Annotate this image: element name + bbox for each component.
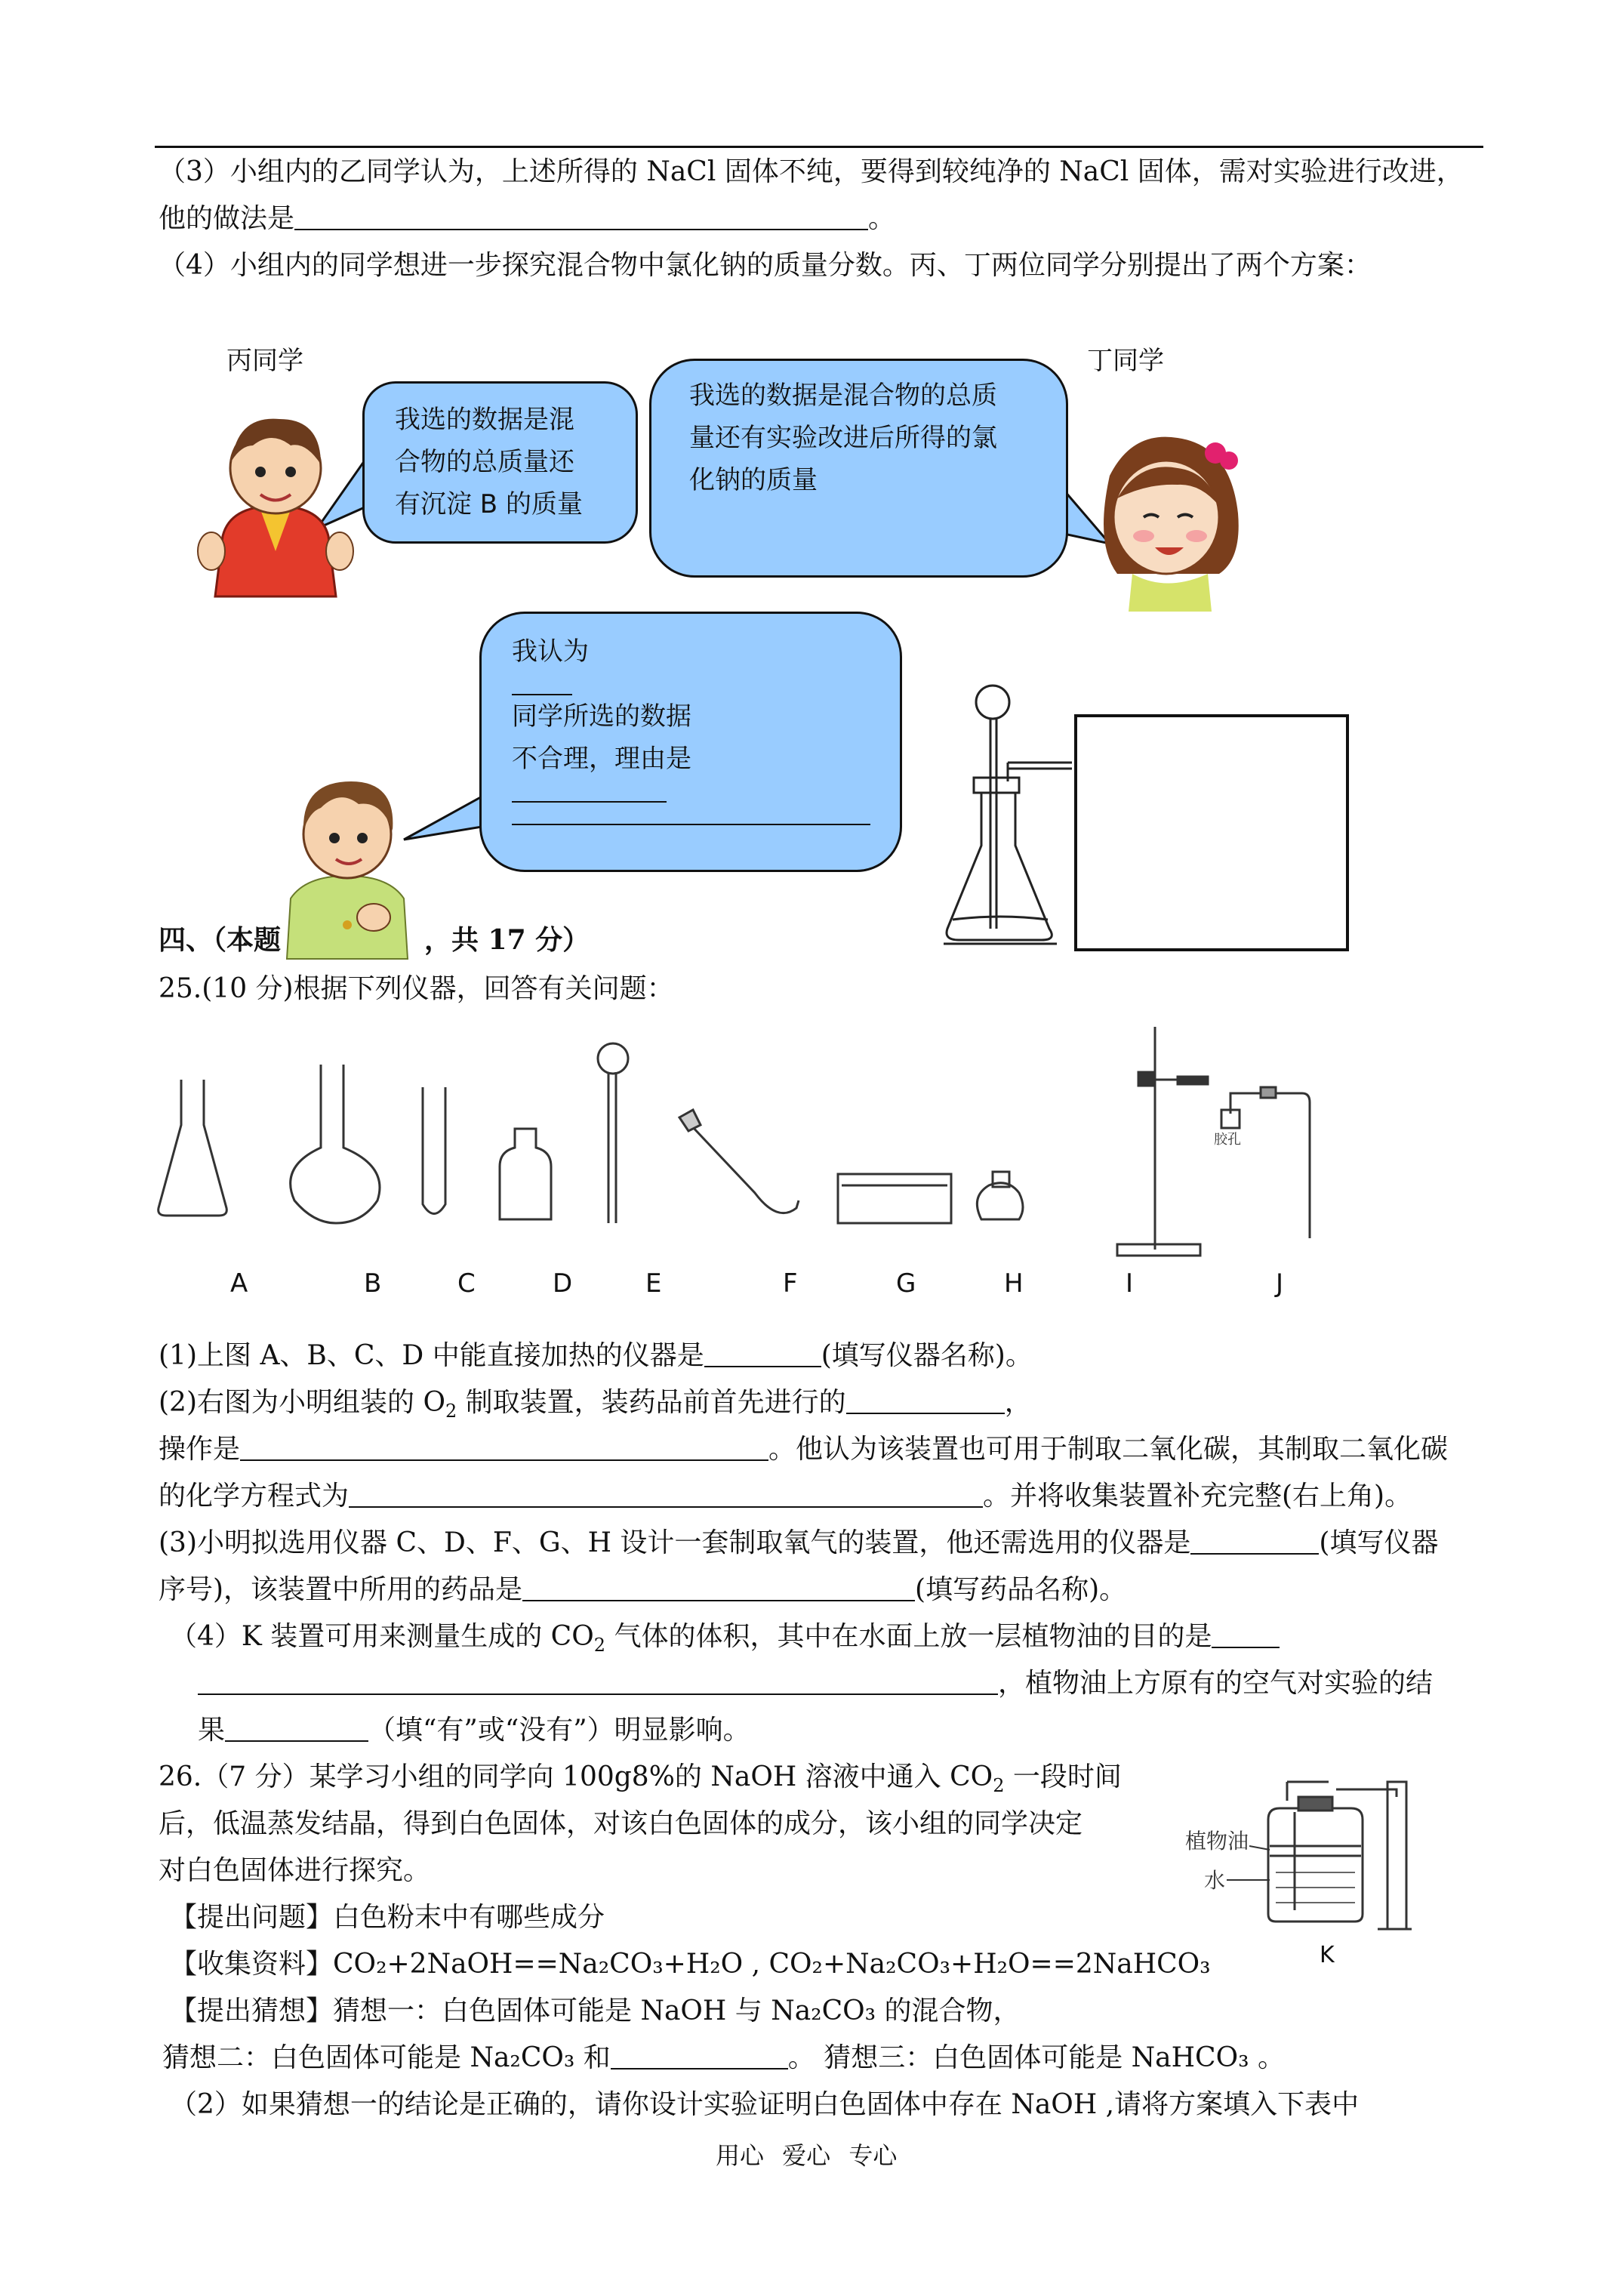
answer-blank[interactable]: [611, 2045, 788, 2069]
k-apparatus: [1185, 1767, 1412, 1940]
o2-generation-apparatus: [944, 680, 1366, 982]
letter-b: B: [364, 1268, 382, 1299]
text: 一段时间: [1004, 1761, 1122, 1792]
q25-p4: [170, 1622, 1280, 1660]
bubble-line: 我选的数据是混合物的总质: [689, 381, 997, 411]
bubble-line: [512, 630, 900, 738]
k-label: K: [1320, 1942, 1335, 1968]
q3-line1: （3）小组内的乙同学认为，上述所得的 NaCl 固体不纯，要得到较纯净的 NaCl 固体，需对实验进行改进，: [159, 156, 1464, 187]
text: 猜想二：白色固体可能是 Na₂CO₃ 和: [162, 2042, 611, 2073]
text: 。 猜想三：白色固体可能是 NaHCO₃ 。: [787, 2042, 1285, 2073]
conical-flask-a: [159, 1080, 227, 1216]
trough-g: [838, 1174, 951, 1223]
bubble-text: 不合理，理由是: [512, 744, 691, 774]
answer-blank[interactable]: [225, 1718, 368, 1742]
answer-blank[interactable]: [349, 1484, 983, 1508]
text: 果: [198, 1715, 226, 1746]
center-speech-bubble: [479, 612, 902, 872]
text: 气体的体积，其中在水面上放一层植物油的目的是: [605, 1621, 1212, 1652]
q26-line1: [159, 1762, 1122, 1801]
subscript: 2: [593, 1635, 606, 1656]
q26-guess2: [162, 2043, 1285, 2073]
answer-blank[interactable]: [1190, 1530, 1319, 1555]
bing-speech-bubble: [362, 381, 638, 544]
text: ，植物油上方原有的空气对实验的结: [998, 1668, 1434, 1699]
bing-label: 丙同学: [226, 346, 303, 376]
letter-f: F: [783, 1268, 798, 1299]
section-4-heading: [159, 925, 590, 955]
k-measuring-cylinder: [1387, 1782, 1406, 1929]
k-bottle: [1268, 1808, 1363, 1922]
q26-material: [170, 1949, 1211, 1980]
test-tube-c: [423, 1087, 445, 1214]
letter-a: A: [230, 1268, 248, 1299]
girl-ding-illustration: [1087, 430, 1253, 612]
equation: CO₂+2NaOH==Na₂CO₃+H₂O , CO₂+Na₂CO₃+H₂O==2NaHCO₃: [333, 1949, 1211, 1980]
answer-blank[interactable]: [240, 1437, 768, 1461]
answer-blank[interactable]: [846, 1390, 1005, 1414]
q26-guess1: 【提出猜想】猜想一：白色固体可能是 NaOH 与 Na₂CO₃ 的混合物，: [170, 1996, 1021, 2026]
text: 制取装置，装药品前首先进行的: [457, 1387, 846, 1418]
subscript: 2: [993, 1775, 1005, 1796]
text: (填写仪器: [1319, 1527, 1439, 1558]
text: 26.（7 分）某学习小组的同学向 100g8%的 NaOH 溶液中通入 CO: [159, 1761, 993, 1792]
answer-blank[interactable]: [512, 780, 667, 803]
q25-p2-line2: [159, 1435, 1448, 1465]
text: ，: [1004, 1387, 1032, 1418]
water-label: 水: [1204, 1868, 1226, 1893]
answer-blank[interactable]: [198, 1671, 998, 1695]
instruments-row: [151, 1004, 1359, 1268]
delivery-tube-f: [691, 1125, 799, 1213]
heading-part: 四、（本题: [159, 924, 282, 956]
text: 。他认为该装置也可用于制取二氧化碳，其制取二氧化碳: [768, 1434, 1449, 1465]
thistle-stem-e: [608, 1072, 616, 1223]
q25-p2-line3: [159, 1481, 1412, 1512]
q25-p4-line3: [198, 1715, 750, 1746]
oil-label: 植物油: [1185, 1829, 1249, 1854]
letter-c: C: [457, 1268, 476, 1299]
text: 的化学方程式为: [159, 1481, 350, 1512]
q26-question: 【提出问题】白色粉末中有哪些成分: [170, 1902, 605, 1933]
letter-e: E: [645, 1268, 662, 1299]
heading-part: ，共 17 分）: [424, 924, 590, 956]
text: 操作是: [159, 1434, 241, 1465]
bubble-line: 我选的数据是混: [395, 405, 574, 435]
q4-line1: （4）小组内的同学想进一步探究混合物中氯化钠的质量分数。丙、丁两位同学分别提出了两个方案：: [159, 250, 1372, 281]
text: (2)右图为小明组装的 O: [159, 1387, 445, 1418]
q25-p3: [159, 1528, 1438, 1558]
page-footer: 用心 爱心 专心: [716, 2141, 898, 2170]
text: (3)小明拟选用仪器 C、D、F、G、H 设计一套制取氧气的装置，他还需选用的仪器是: [159, 1527, 1191, 1558]
letter-j: J: [1276, 1268, 1284, 1299]
answer-blank[interactable]: [512, 803, 870, 825]
q26-part2: （2）如果猜想一的结论是正确的，请你设计实验证明白色固体中存在 NaOH ,请将方案填入下表中: [170, 2089, 1360, 2120]
text: (1)上图 A、B、C、D 中能直接加热的仪器是: [159, 1340, 704, 1371]
round-flask-b: [291, 1065, 380, 1223]
q25-p2: [159, 1388, 1032, 1426]
collection-box[interactable]: [1076, 716, 1347, 950]
letter-d: D: [553, 1268, 573, 1299]
q3-line2-suffix: 。: [868, 203, 896, 234]
subscript: 2: [445, 1401, 457, 1422]
q25-title: 25.(10 分)根据下列仪器，回答有关问题：: [159, 973, 674, 1004]
boy-bing-illustration: [200, 400, 351, 596]
q25-p3-line2: [159, 1575, 1126, 1605]
text: 【收集资料】: [170, 1949, 334, 1980]
bubble-line: 有沉淀 B 的质量: [395, 489, 583, 519]
ding-speech-bubble: [649, 359, 1068, 578]
answer-blank[interactable]: [522, 1577, 915, 1601]
q25-p4-line2: [198, 1669, 1433, 1699]
ding-label: 丁同学: [1087, 346, 1164, 376]
bent-tube-j: [1230, 1093, 1310, 1238]
bubble-text: 我认为: [512, 636, 589, 667]
alcohol-lamp-h: [977, 1183, 1023, 1219]
text: （4）K 装置可用来测量生成的 CO: [170, 1621, 594, 1652]
text: (填写药品名称)。: [915, 1574, 1127, 1605]
letter-i: I: [1126, 1268, 1134, 1299]
answer-blank[interactable]: [512, 673, 572, 695]
text: (填写仪器名称)。: [821, 1340, 1033, 1371]
letter-g: G: [896, 1268, 916, 1299]
bubble-line: [512, 803, 900, 825]
q25-p1: [159, 1341, 1033, 1371]
bubble-line: 合物的总质量还: [395, 447, 574, 477]
bubble-line: 量还有实验改进后所得的氯: [689, 423, 997, 453]
q3-line2-prefix: 他的做法是: [159, 203, 295, 234]
letter-h: H: [1004, 1268, 1024, 1299]
reagent-bottle-d: [500, 1129, 551, 1219]
thistle-bulb-e: [598, 1043, 628, 1074]
bubble-line: 化钠的质量: [689, 465, 818, 495]
bubble-text: 同学所选的数据: [512, 701, 691, 732]
q26-line2: 后，低温蒸发结晶，得到白色固体，对该白色固体的成分，该小组的同学决定: [159, 1808, 1083, 1839]
text: 序号)，该装置中所用的药品是: [159, 1574, 523, 1605]
q26-line3: 对白色固体进行探究。: [159, 1855, 431, 1886]
text: （填“有”或“没有”）明显影响。: [368, 1715, 750, 1746]
text: 。并将收集装置补充完整(右上角)。: [983, 1481, 1412, 1512]
answer-blank[interactable]: [704, 1343, 821, 1367]
answer-blank[interactable]: [1212, 1624, 1280, 1648]
j-small-label: 胶孔: [1214, 1132, 1241, 1148]
bubble-line: [512, 738, 900, 803]
